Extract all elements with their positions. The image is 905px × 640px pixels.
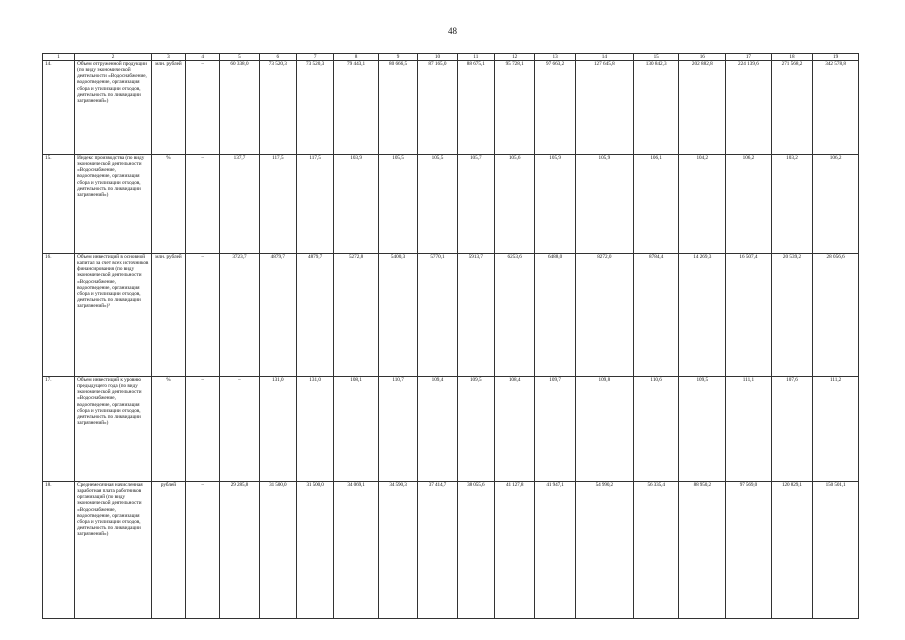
row-number: 18.: [43, 482, 75, 619]
value-cell: 97 569,0: [726, 482, 772, 619]
value-cell: 4879,7: [259, 254, 296, 377]
value-cell: 130 842,3: [633, 61, 679, 155]
value-cell: 108,1: [334, 377, 379, 482]
value-cell: 3723,7: [220, 254, 259, 377]
value-cell: 105,9: [535, 155, 575, 254]
column-header: 9: [378, 54, 417, 61]
value-cell: 5400,3: [378, 254, 417, 377]
table-row: [43, 61, 859, 155]
value-cell: 37 414,7: [418, 482, 457, 619]
column-header: 14: [575, 54, 633, 61]
value-cell: 202 882,8: [679, 61, 726, 155]
unit-cell: %: [151, 377, 185, 482]
value-cell: 109,5: [457, 377, 494, 482]
value-cell: 34 069,1: [334, 482, 379, 619]
column-header: 4: [186, 54, 220, 61]
value-cell: 117,5: [296, 155, 333, 254]
value-cell: 88 950,2: [679, 482, 726, 619]
statistics-table: [42, 53, 859, 619]
value-cell: 5913,7: [457, 254, 494, 377]
value-cell: 105,5: [378, 155, 417, 254]
value-cell: –: [220, 377, 259, 482]
table-body: [43, 61, 859, 619]
column-header: 1: [43, 54, 75, 61]
value-cell: 29 285,8: [220, 482, 259, 619]
value-cell: 107,6: [771, 377, 812, 482]
table-row: [43, 155, 859, 254]
value-cell: 117,5: [259, 155, 296, 254]
value-cell: 105,5: [418, 155, 457, 254]
empty-dash-cell: –: [186, 254, 220, 377]
value-cell: 109,8: [575, 377, 633, 482]
column-header: 8: [334, 54, 379, 61]
value-cell: 56 335,4: [633, 482, 679, 619]
empty-dash-cell: –: [186, 61, 220, 155]
value-cell: 106,2: [813, 155, 859, 254]
column-header: 17: [726, 54, 772, 61]
value-cell: 73 520,3: [259, 61, 296, 155]
value-cell: 31 500,0: [296, 482, 333, 619]
value-cell: 103,2: [771, 155, 812, 254]
value-cell: 271 568,2: [771, 61, 812, 155]
value-cell: 224 139,6: [726, 61, 772, 155]
unit-cell: %: [151, 155, 185, 254]
column-header: 3: [151, 54, 185, 61]
value-cell: 14 269,3: [679, 254, 726, 377]
indicator-name: Среднемесячная начисленная заработная плата работников организаций (по виду экономической деятельности «Водоснабжение, водоотведение, организация сбора и утилизации отходов, деятельность по ликвидации загрязнений»): [75, 482, 152, 619]
column-header: 16: [679, 54, 726, 61]
unit-cell: млн. рублей: [151, 254, 185, 377]
value-cell: 8784,4: [633, 254, 679, 377]
column-header: 2: [75, 54, 152, 61]
value-cell: 109,7: [535, 377, 575, 482]
value-cell: 97 663,2: [535, 61, 575, 155]
column-header: 6: [259, 54, 296, 61]
row-number: 15.: [43, 155, 75, 254]
column-header: 10: [418, 54, 457, 61]
column-number-row: [43, 54, 859, 61]
value-cell: 105,7: [457, 155, 494, 254]
column-header: 5: [220, 54, 259, 61]
value-cell: 111,1: [726, 377, 772, 482]
table-row: [43, 254, 859, 377]
row-number: 17.: [43, 377, 75, 482]
value-cell: 31 500,0: [259, 482, 296, 619]
value-cell: 131,0: [259, 377, 296, 482]
value-cell: 110,7: [378, 377, 417, 482]
column-header: 11: [457, 54, 494, 61]
value-cell: 106,1: [633, 155, 679, 254]
value-cell: 34 590,3: [378, 482, 417, 619]
value-cell: 41 947,1: [535, 482, 575, 619]
value-cell: 137,7: [220, 155, 259, 254]
value-cell: 16 507,4: [726, 254, 772, 377]
value-cell: 6488,0: [535, 254, 575, 377]
value-cell: 110,6: [633, 377, 679, 482]
value-cell: 41 127,8: [494, 482, 534, 619]
row-number: 14.: [43, 61, 75, 155]
column-header: 19: [813, 54, 859, 61]
empty-dash-cell: –: [186, 482, 220, 619]
value-cell: 4879,7: [296, 254, 333, 377]
column-header: 7: [296, 54, 333, 61]
value-cell: 109,5: [679, 377, 726, 482]
indicator-name: Индекс производства (по виду экономической деятельности «Водоснабжение, водоотведение, организация сбора и утилизации отходов, деятельность по ликвидации загрязнений»): [75, 155, 152, 254]
value-cell: 20 539,2: [771, 254, 812, 377]
column-header: 18: [771, 54, 812, 61]
value-cell: 5272,8: [334, 254, 379, 377]
value-cell: 104,2: [679, 155, 726, 254]
column-header: 15: [633, 54, 679, 61]
column-header: 12: [494, 54, 534, 61]
value-cell: 73 520,3: [296, 61, 333, 155]
value-cell: 80 666,5: [378, 61, 417, 155]
value-cell: 120 829,1: [771, 482, 812, 619]
value-cell: 54 990,2: [575, 482, 633, 619]
value-cell: 105,9: [575, 155, 633, 254]
value-cell: 60 338,0: [220, 61, 259, 155]
value-cell: 109,4: [418, 377, 457, 482]
page-number: 48: [448, 26, 457, 36]
value-cell: 105,6: [494, 155, 534, 254]
value-cell: 8272,0: [575, 254, 633, 377]
table-row: [43, 482, 859, 619]
indicator-name: Объем отгруженной продукции (по виду экономической деятельности «Водоснабжение, водоотведение, организация сбора и утилизации отходов, деятельность по ликвидации загрязнений»): [75, 61, 152, 155]
value-cell: 150 501,1: [813, 482, 859, 619]
value-cell: 79 443,1: [334, 61, 379, 155]
value-cell: 103,9: [334, 155, 379, 254]
value-cell: 87 165,0: [418, 61, 457, 155]
value-cell: 28 056,6: [813, 254, 859, 377]
value-cell: 127 645,8: [575, 61, 633, 155]
value-cell: 95 728,1: [494, 61, 534, 155]
indicator-name: Объем инвестиций к уровню предыдущего года (по виду экономической деятельности «Водоснабжение, водоотведение, организация сбора и утилизации отходов, деятельность по ликвидации загрязнений»): [75, 377, 152, 482]
row-number: 16.: [43, 254, 75, 377]
value-cell: 342 578,8: [813, 61, 859, 155]
value-cell: 131,0: [296, 377, 333, 482]
value-cell: 111,2: [813, 377, 859, 482]
value-cell: 106,2: [726, 155, 772, 254]
empty-dash-cell: –: [186, 155, 220, 254]
value-cell: 108,4: [494, 377, 534, 482]
column-header: 13: [535, 54, 575, 61]
value-cell: 38 055,6: [457, 482, 494, 619]
table-row: [43, 377, 859, 482]
value-cell: 6253,6: [494, 254, 534, 377]
value-cell: 88 675,1: [457, 61, 494, 155]
unit-cell: млн. рублей: [151, 61, 185, 155]
value-cell: 5770,1: [418, 254, 457, 377]
indicator-name: Объем инвестиций в основной капитал за счет всех источников финансирования (по виду экономической деятельности «Водоснабжение, водоотведение, организация сбора и утилизации отходов, деятельность по ликвидации загрязнений»)³: [75, 254, 152, 377]
empty-dash-cell: –: [186, 377, 220, 482]
unit-cell: рублей: [151, 482, 185, 619]
